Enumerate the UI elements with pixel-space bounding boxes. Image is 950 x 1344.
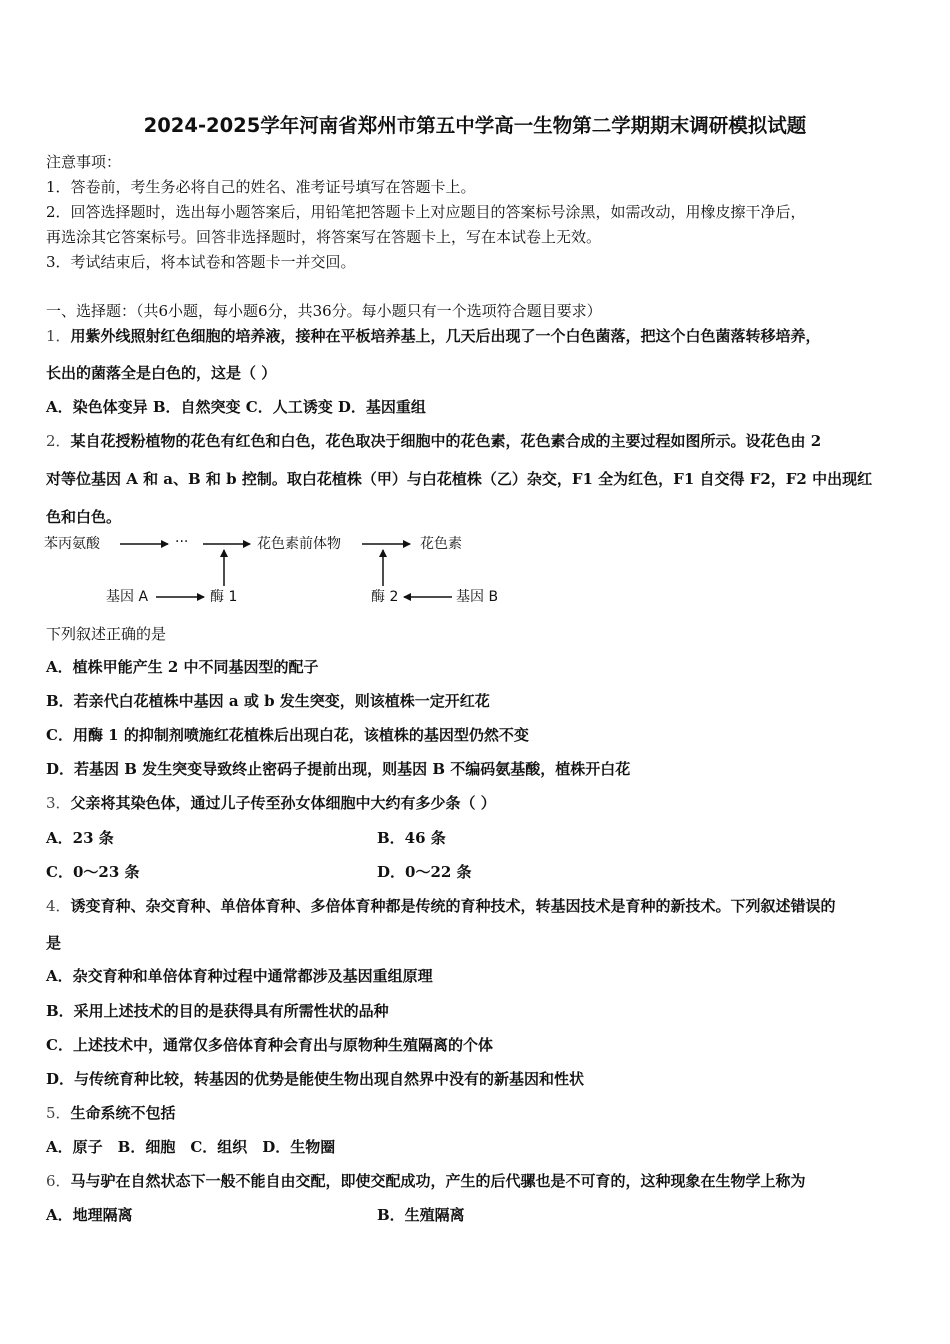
label-gene-a: 基因 A [106, 589, 149, 605]
q4-option-d: D．与传统育种比较，转基因的优势是能使生物出现自然界中没有的新基因和性状 [46, 1070, 585, 1088]
q4-option-b: B．采用上述技术的目的是获得具有所需性状的品种 [46, 1002, 389, 1020]
notice-item-2-cont: 再选涂其它答案标号。回答非选择题时，将答案写在答题卡上，写在本试卷上无效。 [46, 228, 602, 246]
q6-option-a: A．地理隔离 [46, 1206, 133, 1224]
q1-number: 1． [46, 327, 71, 345]
q3-option-b: B．46 条 [377, 829, 446, 847]
q2-option-b: B．若亲代白花植株中基因 a 或 b 发生突变，则该植株一定开红花 [46, 692, 490, 710]
pathway-diagram [40, 530, 520, 614]
q6-number: 6． [46, 1172, 71, 1190]
q3-option-c: C．0～23 条 [46, 863, 140, 881]
q3-line [46, 794, 496, 812]
q3-option-a: A．23 条 [46, 829, 114, 847]
q6-text: 马与驴在自然状态下一般不能自由交配，即使交配成功，产生的后代骡也是不可育的，这种现象在生物学上称为 [70, 1172, 806, 1190]
q4-option-a: A．杂交育种和单倍体育种过程中通常都涉及基因重组原理 [46, 967, 433, 985]
label-enzyme-2: 酶 2 [371, 589, 399, 605]
notice-item-3: 3．考试结束后，将本试卷和答题卡一并交回。 [46, 253, 356, 271]
q5-options: A．原子 B．细胞 C．组织 D．生物圈 [46, 1138, 336, 1156]
q5-text: 生命系统不包括 [70, 1104, 176, 1122]
q5-number: 5． [46, 1104, 71, 1122]
q4-line-1 [46, 897, 836, 915]
q6-line [46, 1172, 806, 1190]
q1-line-2: 长出的菌落全是白色的，这是（ ） [46, 364, 277, 382]
label-pigment: 花色素 [420, 536, 462, 552]
q3-number: 3． [46, 794, 71, 812]
q2-option-c: C．用酶 1 的抑制剂喷施红花植株后出现白花，该植株的基因型仍然不变 [46, 726, 529, 744]
q3-options-row-1 [46, 829, 906, 847]
notice-item-1: 1．答卷前，考生务必将自己的姓名、准考证号填写在答题卡上。 [46, 178, 476, 196]
label-phenylalanine: 苯丙氨酸 [44, 536, 100, 552]
q3-text: 父亲将其染色体，通过儿子传至孙女体细胞中大约有多少条（ ） [70, 794, 496, 812]
q2-option-a: A．植株甲能产生 2 中不同基因型的配子 [46, 658, 319, 676]
q2-line-1 [46, 432, 821, 450]
q2-line-2: 对等位基因 A 和 a、B 和 b 控制。取白花植株（甲）与白花植株（乙）杂交，F1 全为红色，F1 自交得 F2，F2 中出现红 [46, 470, 873, 488]
q1-options: A．染色体变异 B．自然突变 C．人工诱变 D．基因重组 [46, 398, 426, 416]
notice-heading: 注意事项： [46, 153, 122, 171]
label-precursor: 花色素前体物 [257, 536, 341, 552]
page-title: 2024-2025学年河南省郑州市第五中学高一生物第二学期期末调研模拟试题 [143, 114, 807, 137]
q6-option-b: B．生殖隔离 [377, 1206, 465, 1224]
q1-line-1 [46, 327, 821, 345]
q2-line-3: 色和白色。 [46, 508, 122, 526]
q3-options-row-2 [46, 863, 906, 881]
q4-text-1: 诱变育种、杂交育种、单倍体育种、多倍体育种都是传统的育种技术，转基因技术是育种的新技术。下列叙述错误的 [70, 897, 836, 915]
q5-line [46, 1104, 176, 1122]
q1-text-1: 用紫外线照射红色细胞的培养液，接种在平板培养基上，几天后出现了一个白色菌落，把这个白色菌落转移培养， [70, 327, 821, 345]
q3-option-d: D．0～22 条 [377, 863, 472, 881]
q4-line-2: 是 [46, 934, 62, 952]
q4-number: 4． [46, 897, 71, 915]
section-heading: 一、选择题：（共6小题，每小题6分，共36分。每小题只有一个选项符合题目要求） [46, 302, 602, 320]
label-dots: ··· [175, 534, 189, 550]
label-gene-b: 基因 B [456, 589, 499, 605]
q2-text-1: 某自花授粉植物的花色有红色和白色，花色取决于细胞中的花色素，花色素合成的主要过程如图所示。设花色由 2 [70, 432, 822, 450]
label-enzyme-1: 酶 1 [210, 589, 238, 605]
notice-item-2: 2．回答选择题时，选出每小题答案后，用铅笔把答题卡上对应题目的答案标号涂黑，如需改动，用橡皮擦干净后， [46, 203, 806, 221]
q6-options-row [46, 1206, 906, 1224]
q4-option-c: C．上述技术中，通常仅多倍体育种会育出与原物种生殖隔离的个体 [46, 1036, 493, 1054]
q2-number: 2． [46, 432, 71, 450]
q2-option-d: D．若基因 B 发生突变导致终止密码子提前出现，则基因 B 不编码氨基酸，植株开白花 [46, 760, 631, 778]
q2-stem: 下列叙述正确的是 [46, 625, 167, 643]
